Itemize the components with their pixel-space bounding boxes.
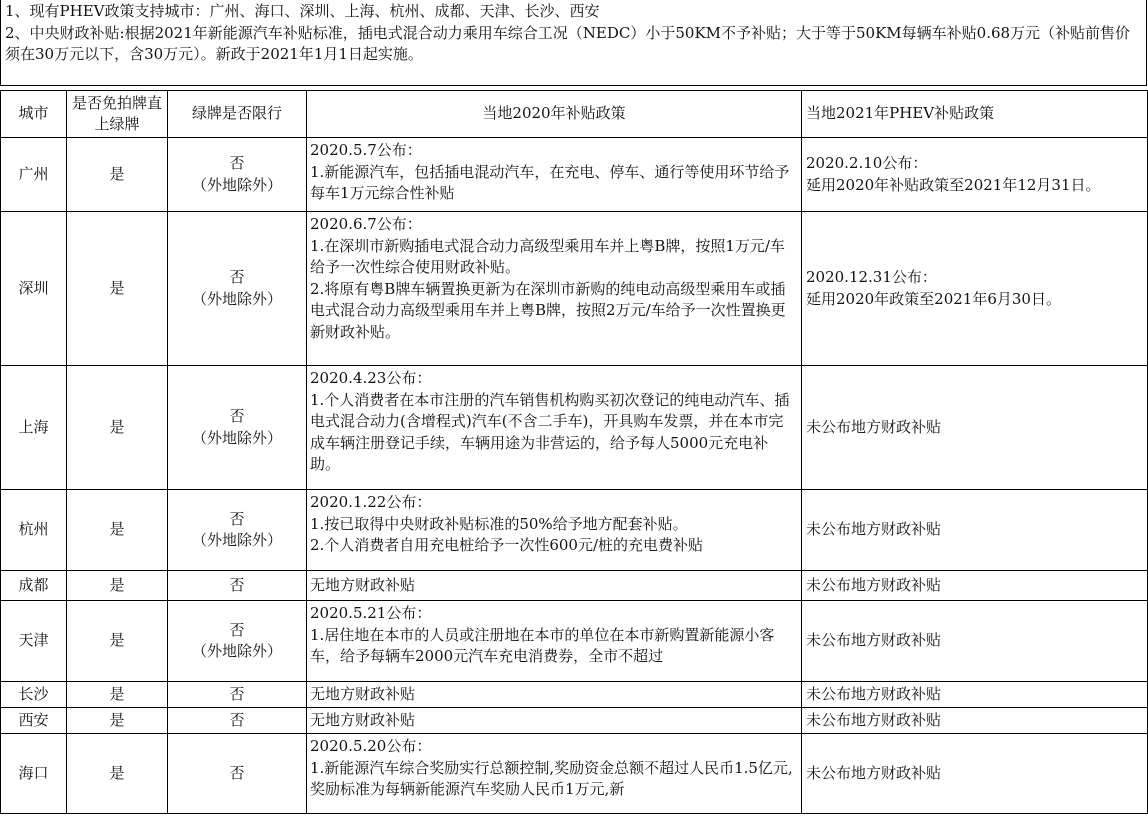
cell-policy-2020 xyxy=(307,490,802,571)
policy-line: 延用2020年政策至2021年6月30日。 xyxy=(806,289,1061,308)
cell-restricted xyxy=(168,212,307,366)
policy-line: 1.个人消费者在本市注册的汽车销售机构购买初次登记的纯电动汽车、插电式混合动力(含增程式)汽车(不含二手车)，开具购车发票，并在本市完成车辆注册登记手续，车辆用途为非营运的，给予每人5000元充电补助。 xyxy=(310,390,790,473)
cell-free-plate: 是 xyxy=(67,138,168,212)
cell-policy-2020 xyxy=(307,138,802,212)
header-policy-2021: 当地2021年PHEV补贴政策 xyxy=(802,91,1148,138)
cell-city: 天津 xyxy=(1,601,67,682)
table-header-row xyxy=(1,91,1148,138)
cell-restricted xyxy=(168,601,307,682)
cell-policy-2021: 未公布地方财政补贴 xyxy=(802,571,1148,601)
table-row xyxy=(1,682,1148,708)
cell-policy-2021 xyxy=(802,366,1148,490)
policy-line: 1.在深圳市新购插电式混合动力高级型乘用车并上粤B牌，按照1万元/车给予一次性综合使用财政补贴。 xyxy=(310,236,785,276)
cell-restricted xyxy=(168,138,307,212)
cell-policy-2020 xyxy=(307,601,802,682)
header-policy-2020: 当地2020年补贴政策 xyxy=(307,91,802,138)
restricted-note: （外地除外） xyxy=(191,428,282,447)
policy-line: 1.按已取得中央财政补贴标准的50%给予地方配套补贴。 xyxy=(310,514,688,533)
cell-restricted: 否 xyxy=(168,734,307,814)
policy-line: 1.新能源汽车，包括插电混动汽车，在充电、停车、通行等使用环节给予每车1万元综合性补贴 xyxy=(310,162,790,202)
cell-policy-2020 xyxy=(307,366,802,490)
table-row xyxy=(1,490,1148,571)
table-row xyxy=(1,212,1148,366)
cell-restricted: 否 xyxy=(168,571,307,601)
policy-line: 2020.5.21公布： xyxy=(310,604,432,622)
header-free-plate: 是否免拍牌直上绿牌 xyxy=(67,91,168,138)
cell-city: 杭州 xyxy=(1,490,67,571)
cell-policy-2021 xyxy=(802,138,1148,212)
policy-line: 2020.2.10公布： xyxy=(806,154,928,172)
policy-line: 1.居住地在本市的人员或注册地在本市的单位在本市新购置新能源小客车，给予每辆车2000元汽车充电消费券，全市不超过 xyxy=(310,625,775,665)
cell-restricted: 否 xyxy=(168,682,307,708)
cell-free-plate: 是 xyxy=(67,366,168,490)
intro-line-2: 2、中央财政补贴:根据2021年新能源汽车补贴标准，插电式混合动力乘用车综合工况（NEDC）小于50KM不予补贴；大于等于50KM每辆车补贴0.68万元（补贴前售价须在30万元以下，含30万元）。新政于2021年1月1日起实施。 xyxy=(5,23,1131,63)
cell-policy-2020: 无地方财政补贴 xyxy=(307,708,802,734)
cell-city: 深圳 xyxy=(1,212,67,366)
policy-line: 2020.1.22公布： xyxy=(310,493,432,511)
restricted-value: 否 xyxy=(229,268,245,286)
cell-free-plate: 是 xyxy=(67,708,168,734)
cell-policy-2021: 未公布地方财政补贴 xyxy=(802,708,1148,734)
restricted-value: 否 xyxy=(229,509,245,528)
header-restricted: 绿牌是否限行 xyxy=(168,91,307,138)
table-row xyxy=(1,138,1148,212)
cell-policy-2021: 未公布地方财政补贴 xyxy=(802,601,1148,682)
restricted-note: （外地除外） xyxy=(191,531,282,549)
cell-policy-2021 xyxy=(802,212,1148,366)
table-row xyxy=(1,601,1148,682)
policy-line: 2.个人消费者自用充电桩给予一次性600元/桩的充电费补贴 xyxy=(310,536,703,554)
intro-line-1: 1、现有PHEV政策支持城市：广州、海口、深圳、上海、杭州、成都、天津、长沙、西安 xyxy=(5,2,600,20)
intro-notes xyxy=(0,0,1147,86)
cell-policy-2020 xyxy=(307,734,802,814)
restricted-note: （外地除外） xyxy=(191,642,282,660)
cell-free-plate: 是 xyxy=(67,601,168,682)
policy-line: 2020.4.23公布： xyxy=(310,369,432,387)
cell-free-plate: 是 xyxy=(67,682,168,708)
policy-line: 1.新能源汽车综合奖励实行总额控制,奖励资金总额不超过人民币1.5亿元,奖励标准为每辆新能源汽车奖励人民币1万元,新 xyxy=(310,758,793,798)
cell-free-plate: 是 xyxy=(67,212,168,366)
policy-line: 未公布地方财政补贴 xyxy=(806,520,942,539)
cell-policy-2021: 未公布地方财政补贴 xyxy=(802,682,1148,708)
cell-city: 广州 xyxy=(1,138,67,212)
policy-line: 2020.5.7公布： xyxy=(310,141,422,159)
table-row xyxy=(1,571,1148,601)
cell-restricted: 否 xyxy=(168,708,307,734)
header-city: 城市 xyxy=(1,91,67,138)
cell-restricted xyxy=(168,366,307,490)
table-row xyxy=(1,708,1148,734)
cell-policy-2021 xyxy=(802,490,1148,571)
restricted-value: 否 xyxy=(229,154,245,172)
restricted-note: （外地除外） xyxy=(191,289,282,308)
cell-city: 长沙 xyxy=(1,682,67,708)
policy-line: 2.将原有粤B牌车辆置换更新为在深圳市新购的纯电动高级型乘用车或插电式混合动力高级型乘用车并上粤B牌，按照2万元/车给予一次性置换更新财政补贴。 xyxy=(310,279,786,341)
cell-free-plate: 是 xyxy=(67,490,168,571)
cell-city: 海口 xyxy=(1,734,67,814)
policy-table xyxy=(0,90,1148,814)
cell-city: 上海 xyxy=(1,366,67,490)
policy-line: 2020.6.7公布： xyxy=(310,215,422,233)
restricted-value: 否 xyxy=(229,407,245,425)
cell-policy-2021: 未公布地方财政补贴 xyxy=(802,734,1148,814)
policy-line: 2020.12.31公布： xyxy=(806,268,937,286)
policy-line: 未公布地方财政补贴 xyxy=(806,417,942,436)
table-row xyxy=(1,734,1148,814)
cell-restricted xyxy=(168,490,307,571)
cell-policy-2020: 无地方财政补贴 xyxy=(307,682,802,708)
cell-city: 西安 xyxy=(1,708,67,734)
policy-line: 2020.5.20公布： xyxy=(310,737,432,755)
cell-city: 成都 xyxy=(1,571,67,601)
cell-policy-2020: 无地方财政补贴 xyxy=(307,571,802,601)
cell-free-plate: 是 xyxy=(67,734,168,814)
cell-free-plate: 是 xyxy=(67,571,168,601)
restricted-value: 否 xyxy=(229,620,245,639)
restricted-note: （外地除外） xyxy=(191,175,282,194)
table-row xyxy=(1,366,1148,490)
cell-policy-2020 xyxy=(307,212,802,366)
policy-line: 延用2020年补贴政策至2021年12月31日。 xyxy=(806,175,1101,194)
